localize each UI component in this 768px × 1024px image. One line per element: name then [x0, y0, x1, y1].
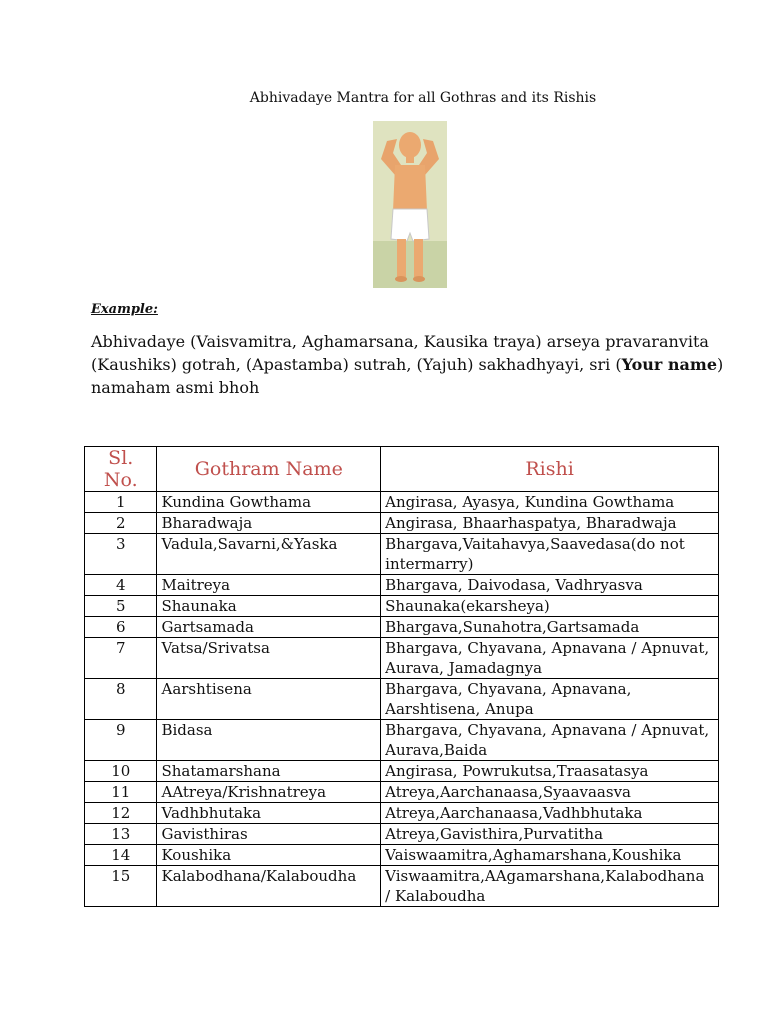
cell-rishi: Bhargava, Chyavana, Apnavana, Aarshtisena, Anupa	[381, 679, 719, 720]
cell-rishi: Bhargava,Vaitahavya,Saavedasa(do not intermarry)	[381, 534, 719, 575]
table-row	[85, 638, 719, 679]
mantra-text-end: ) namaham asmi bhoh	[91, 355, 724, 397]
cell-rishi: Vaiswaamitra,Aghamarshana,Koushika	[381, 845, 719, 866]
cell-sl-no: 2	[85, 513, 157, 534]
cell-gothram-name: Kalabodhana/Kalaboudha	[157, 866, 381, 907]
cell-rishi: Shaunaka(ekarsheya)	[381, 596, 719, 617]
document-title: Abhivadaye Mantra for all Gothras and its Rishis	[249, 90, 597, 106]
cell-gothram-name: Maitreya	[157, 575, 381, 596]
table-row	[85, 534, 719, 575]
cell-gothram-name: Bharadwaja	[157, 513, 381, 534]
cell-gothram-name: Shaunaka	[157, 596, 381, 617]
abhivadaye-illustration	[373, 121, 447, 288]
table-row	[85, 761, 719, 782]
mantra-your-name: Your name	[621, 355, 718, 374]
cell-gothram-name: Shatamarshana	[157, 761, 381, 782]
table-header-row	[85, 447, 719, 492]
cell-rishi: Bhargava, Daivodasa, Vadhryasva	[381, 575, 719, 596]
cell-rishi: Atreya,Gavisthira,Purvatitha	[381, 824, 719, 845]
cell-sl-no: 3	[85, 534, 157, 575]
cell-sl-no: 6	[85, 617, 157, 638]
cell-gothram-name: Vatsa/Srivatsa	[157, 638, 381, 679]
table-row	[85, 803, 719, 824]
table-row	[85, 845, 719, 866]
cell-gothram-name: AAtreya/Krishnatreya	[157, 782, 381, 803]
cell-gothram-name: Bidasa	[157, 720, 381, 761]
table-row	[85, 679, 719, 720]
table-row	[85, 492, 719, 513]
cell-sl-no: 12	[85, 803, 157, 824]
cell-sl-no: 14	[85, 845, 157, 866]
cell-rishi: Atreya,Aarchanaasa,Vadhbhutaka	[381, 803, 719, 824]
cell-sl-no: 5	[85, 596, 157, 617]
cell-rishi: Bhargava, Chyavana, Apnavana / Apnuvat, Aurava, Jamadagnya	[381, 638, 719, 679]
cell-sl-no: 9	[85, 720, 157, 761]
cell-sl-no: 13	[85, 824, 157, 845]
cell-gothram-name: Gavisthiras	[157, 824, 381, 845]
cell-gothram-name: Gartsamada	[157, 617, 381, 638]
mantra-text-start: Abhivadaye (Vaisvamitra, Aghamarsana, Kausika traya) arseya pravaranvita (Kaushiks) gotrah, (Apastamba) sutrah, (Yajuh) sakhadhyayi, sri (	[91, 332, 709, 374]
person-figure-image	[373, 121, 447, 288]
table-row	[85, 824, 719, 845]
table-row	[85, 596, 719, 617]
header-sl-no: Sl. No.	[85, 447, 157, 492]
cell-sl-no: 7	[85, 638, 157, 679]
cell-rishi: Angirasa, Ayasya, Kundina Gowthama	[381, 492, 719, 513]
table-row	[85, 617, 719, 638]
table-row	[85, 575, 719, 596]
table-row	[85, 720, 719, 761]
gothras-table	[84, 446, 719, 907]
header-gothram-name: Gothram Name	[157, 447, 381, 492]
cell-rishi: Viswaamitra,AAgamarshana,Kalabodhana / Kalaboudha	[381, 866, 719, 907]
cell-gothram-name: Koushika	[157, 845, 381, 866]
cell-gothram-name: Kundina Gowthama	[157, 492, 381, 513]
table-row	[85, 782, 719, 803]
header-rishi: Rishi	[381, 447, 719, 492]
cell-sl-no: 11	[85, 782, 157, 803]
cell-gothram-name: Aarshtisena	[157, 679, 381, 720]
cell-sl-no: 10	[85, 761, 157, 782]
cell-rishi: Atreya,Aarchanaasa,Syaavaasva	[381, 782, 719, 803]
cell-sl-no: 1	[85, 492, 157, 513]
cell-sl-no: 4	[85, 575, 157, 596]
table-row	[85, 866, 719, 907]
mantra-paragraph	[91, 330, 731, 399]
cell-sl-no: 8	[85, 679, 157, 720]
cell-rishi: Bhargava,Sunahotra,Gartsamada	[381, 617, 719, 638]
example-label: Example:	[91, 302, 158, 317]
table-row	[85, 513, 719, 534]
cell-rishi: Bhargava, Chyavana, Apnavana / Apnuvat, Aurava,Baida	[381, 720, 719, 761]
cell-rishi: Angirasa, Bhaarhaspatya, Bharadwaja	[381, 513, 719, 534]
cell-gothram-name: Vadhbhutaka	[157, 803, 381, 824]
cell-sl-no: 15	[85, 866, 157, 907]
cell-rishi: Angirasa, Powrukutsa,Traasatasya	[381, 761, 719, 782]
cell-gothram-name: Vadula,Savarni,&Yaska	[157, 534, 381, 575]
